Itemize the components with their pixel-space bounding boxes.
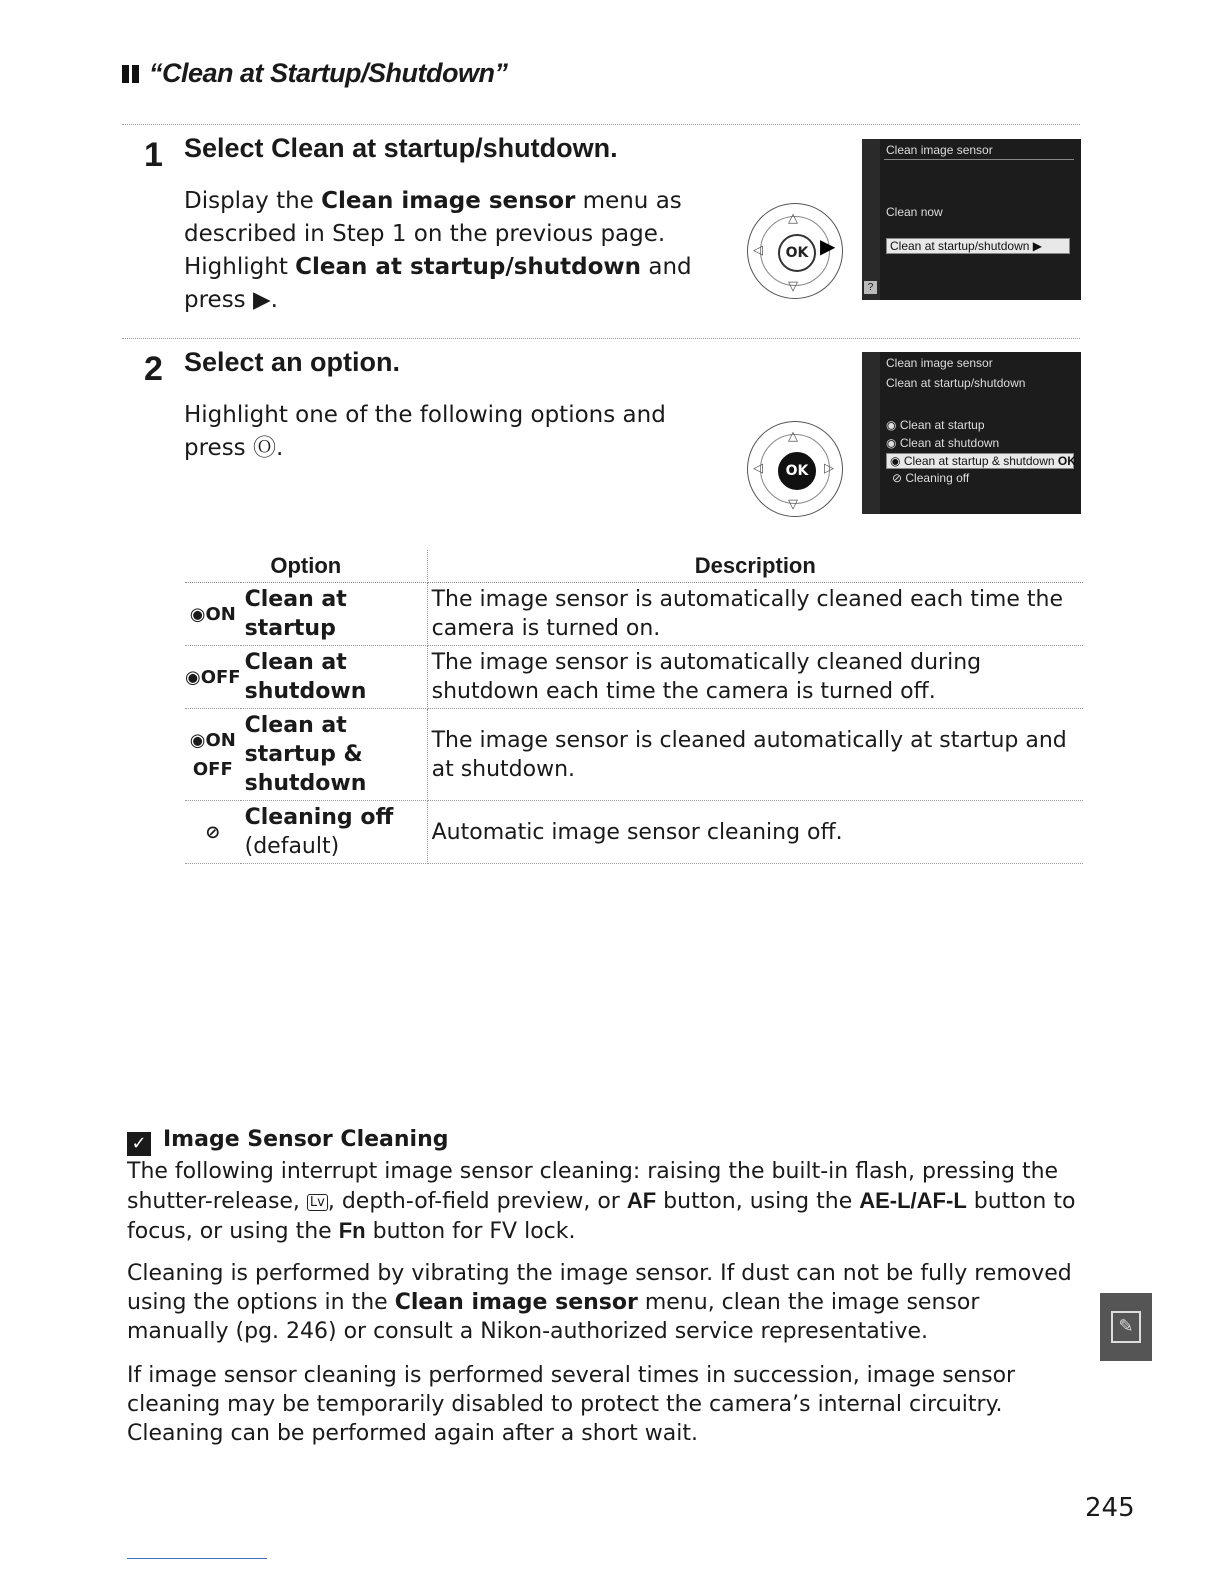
down-arrow-icon: ▽ xyxy=(788,279,798,294)
camera-screen-2 xyxy=(862,352,1081,514)
page-number: 245 xyxy=(1085,1493,1135,1523)
multi-selector-pad xyxy=(747,421,843,517)
note-check-icon: ✓ xyxy=(127,1132,151,1156)
table-row: ◉ON OFF Clean at startup & shutdown The image sensor is cleaned automatically at startup and at shutdown. xyxy=(185,709,1083,801)
header-description: Description xyxy=(427,550,1083,583)
section-marker-icon xyxy=(132,65,139,83)
note-paragraph-3: If image sensor cleaning is performed several times in succession, image sensor cleaning may be temporarily disabled to protect the camera’s internal circuitry. Cleaning can be performed again after a short wait. xyxy=(127,1363,1016,1446)
live-view-button-icon: Lv xyxy=(307,1194,328,1211)
table-row: ◉OFF Clean at shutdown The image sensor is automatically cleaned during shutdown each time the camera is turned off. xyxy=(185,646,1083,709)
help-icon: ? xyxy=(864,281,877,294)
note-heading: ✓ Image Sensor Cleaning xyxy=(127,1127,449,1156)
clean-off-icon: ◉OFF xyxy=(185,646,241,709)
divider xyxy=(122,338,1080,339)
screen-option-startup-shutdown: ◉ Clean at startup & shutdown OK xyxy=(886,453,1074,469)
setup-menu-icon: ✎ xyxy=(1111,1311,1141,1343)
screen-option-off: ⊘ Cleaning off xyxy=(892,471,970,485)
step-2-body: Highlight one of the following options and press Ⓞ. xyxy=(184,402,666,461)
table-row: ⊘ Cleaning off (default) Automatic image sensor cleaning off. xyxy=(185,801,1083,864)
step-1-number: 1 xyxy=(144,136,163,174)
screen-subtitle: Clean at startup/shutdown xyxy=(886,376,1026,390)
ok-button-icon: OK xyxy=(778,452,816,490)
table-row: ◉ON Clean at startup The image sensor is automatically cleaned each time the camera is turned on. xyxy=(185,583,1083,646)
camera-screen-1 xyxy=(862,139,1081,300)
screen-option-shutdown: ◉ Clean at shutdown xyxy=(886,436,1000,450)
screen-item-clean-now: Clean now xyxy=(886,205,943,219)
clean-on-icon: ◉ON xyxy=(185,583,241,646)
down-arrow-icon: ▽ xyxy=(788,497,798,512)
step-1-title: Select Clean at startup/shutdown. xyxy=(184,133,618,163)
section-title: “Clean at Startup/Shutdown” xyxy=(122,58,508,89)
cleaning-off-icon: ⊘ xyxy=(185,801,241,864)
table-header-row xyxy=(185,550,1083,583)
section-marker-icon xyxy=(122,65,129,83)
ok-button-icon: OK xyxy=(778,234,816,272)
header-option: Option xyxy=(185,550,427,583)
right-arrow-icon: ▶ xyxy=(820,234,836,258)
left-arrow-icon: ◁ xyxy=(753,243,763,258)
up-arrow-icon: △ xyxy=(788,429,798,444)
screen-option-startup: ◉ Clean at startup xyxy=(886,418,985,432)
note-paragraph-2: Cleaning is performed by vibrating the image sensor. If dust can not be fully removed using the options in the Clean image sensor menu, clean the image sensor manually (pg. 246) or consult a Nikon-authorized service representative. xyxy=(127,1261,1072,1344)
footer-line xyxy=(127,1558,267,1559)
step-2-number: 2 xyxy=(144,350,163,388)
chapter-tab xyxy=(1100,1293,1152,1361)
screen-title: Clean image sensor xyxy=(886,143,993,157)
left-arrow-icon: ◁ xyxy=(753,461,763,476)
divider xyxy=(122,124,1080,125)
note-paragraph-1: The following interrupt image sensor cleaning: raising the built-in flash, pressing the shutter-release, Lv , depth-of-field preview, or AF button, using the AE-L/AF-L button to focus, or using the Fn button for FV lock. xyxy=(127,1159,1076,1244)
options-table xyxy=(185,550,1083,864)
right-arrow-icon: ▷ xyxy=(824,461,834,476)
step-1-body: Display the Clean image sensor menu as described in Step 1 on the previous page. Highlight Clean at startup/shutdown and press ▶. xyxy=(184,188,692,313)
screen-item-clean-startup-shutdown: Clean at startup/shutdown ▶ xyxy=(886,238,1070,254)
clean-on-off-icon: ◉ON OFF xyxy=(185,709,241,801)
screen-title: Clean image sensor xyxy=(886,356,993,370)
up-arrow-icon: △ xyxy=(788,211,798,226)
multi-selector-pad xyxy=(747,203,843,299)
step-2-title: Select an option. xyxy=(184,347,401,377)
